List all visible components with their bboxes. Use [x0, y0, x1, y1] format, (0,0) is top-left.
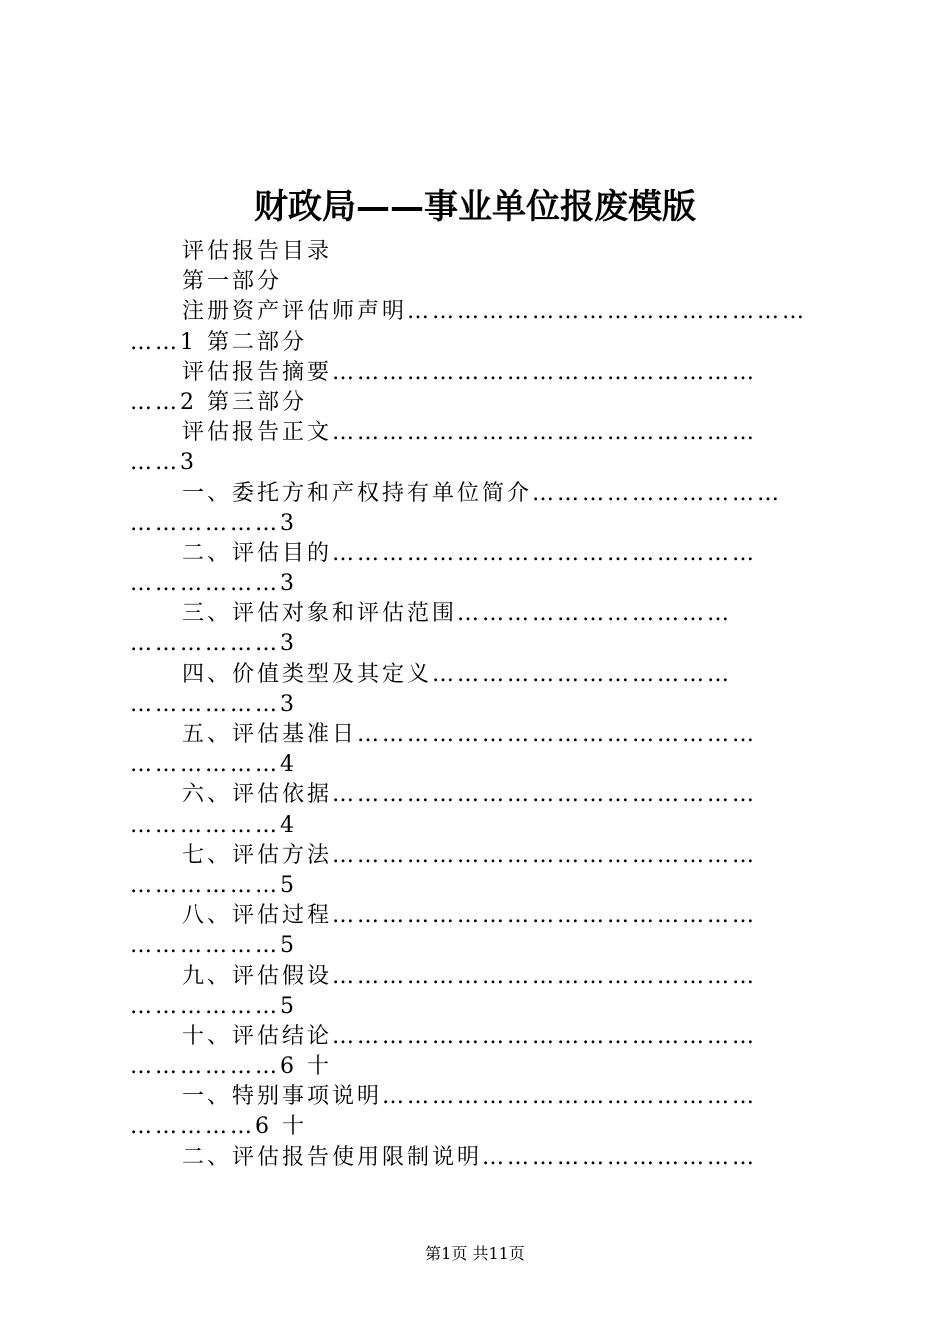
toc-line: 评估报告摘要……………………………………………	[182, 359, 758, 385]
toc-line: ………………3	[130, 510, 297, 536]
toc-line: 二、评估目的……………………………………………	[182, 540, 758, 566]
toc-line: 五、评估基准日…………………………………………	[182, 722, 758, 747]
toc-line: 九、评估假设……………………………………………	[182, 963, 758, 989]
toc-line: ………………5	[130, 872, 297, 898]
toc-line: 第一部分	[182, 269, 283, 295]
toc-line: 一、委托方和产权持有单位简介…………………………	[182, 480, 783, 506]
toc-line: ………………5	[130, 933, 297, 959]
toc-line: ……1 第二部分	[130, 329, 307, 355]
toc-line: ………………4	[130, 812, 297, 838]
toc-line: ……………6 十	[130, 1114, 307, 1140]
page-footer: 第1页 共11页	[425, 1244, 525, 1263]
toc-line: ………………6 十	[130, 1054, 332, 1080]
toc-line: 四、价值类型及其定义………………………………	[182, 661, 733, 687]
toc-line: 八、评估过程……………………………………………	[182, 903, 758, 929]
toc-line: 评估报告目录	[182, 239, 333, 264]
toc-line: ………………3	[130, 631, 297, 657]
toc-line: 一、特别事项说明………………………………………	[182, 1084, 758, 1110]
toc-line: ……2 第三部分	[130, 389, 307, 415]
toc-line: 十、评估结论……………………………………………	[182, 1023, 758, 1049]
document-title: 财政局——事业单位报废模版	[254, 187, 696, 227]
toc-line: 三、评估对象和评估范围……………………………	[182, 601, 733, 627]
toc-line: ……3	[130, 450, 197, 476]
toc-line: ………………3	[130, 571, 297, 597]
toc-line: 评估报告正文……………………………………………	[182, 420, 758, 446]
toc-line: 六、评估依据……………………………………………	[182, 782, 758, 808]
toc-line: ………………5	[130, 993, 297, 1019]
toc-line: 二、评估报告使用限制说明……………………………	[182, 1144, 758, 1170]
table-of-contents	[130, 237, 830, 1173]
toc-line: ………………3	[130, 691, 297, 717]
toc-line: 注册资产评估师声明…………………………………………	[182, 299, 808, 325]
toc-line: ………………4	[130, 752, 297, 778]
toc-line: 七、评估方法……………………………………………	[182, 842, 758, 868]
